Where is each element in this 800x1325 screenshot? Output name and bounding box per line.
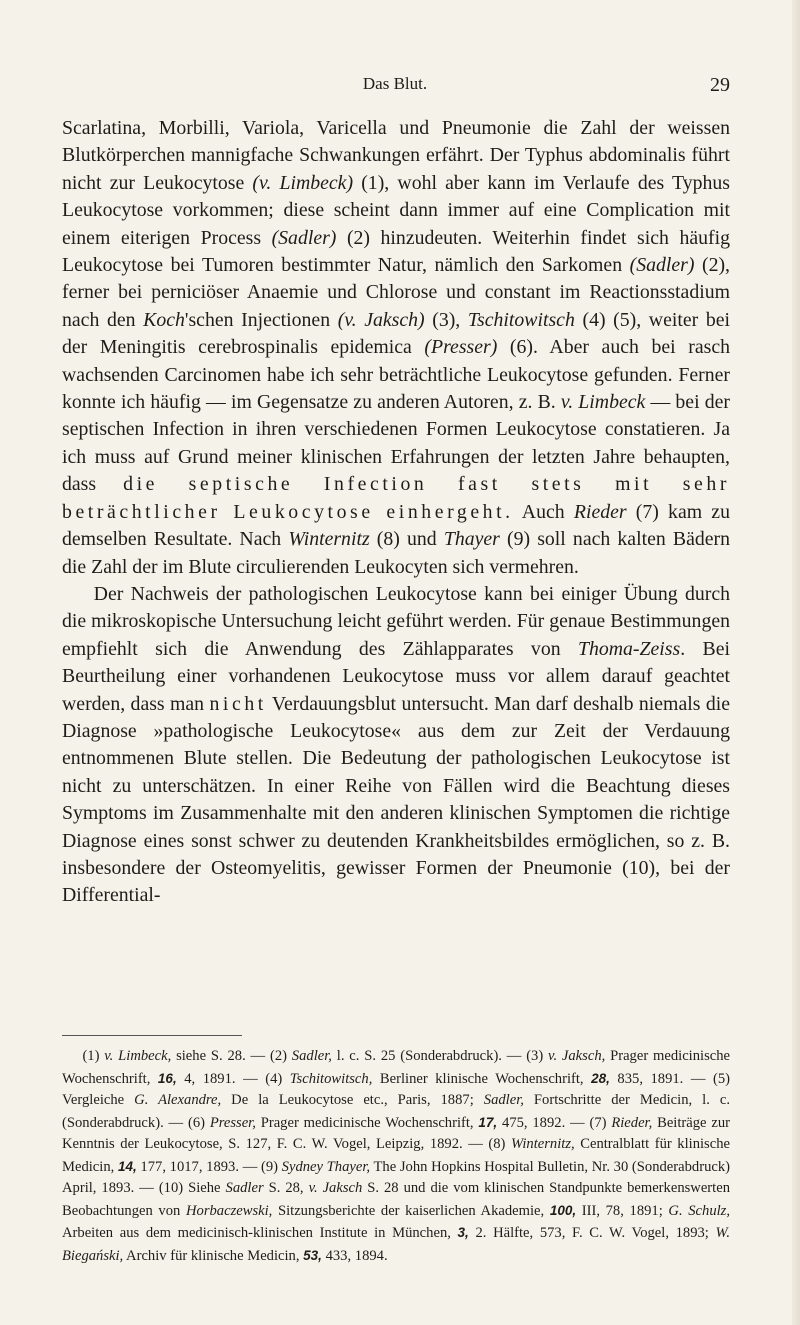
author-ref: (Sadler) <box>271 226 337 249</box>
author-ref: (Sadler) <box>629 254 695 277</box>
author-ref: (Presser) <box>424 336 498 359</box>
author-ref: (v. Jaksch) <box>337 308 425 331</box>
author-ref: Koch <box>143 308 185 331</box>
author-ref: (v. Limbeck) <box>252 171 354 194</box>
footnote-block: (1) v. Limbeck, siehe S. 28. — (2) Sadler, l. c. S. 25 (Sonderabdruck). — (3) v. Jaksch, Prager medicinische Wochenschrift, 16, 4, 1891. — (4) Tschitowitsch, Berliner klinische Wochenschrift, 28, 835, 1891. — (5) Vergleiche G. Alexandre, De la Leukocytose etc., Paris, 1887; Sadler, Fortschritte der Medicin, l. c. (Sonderabdruck). — (6) Presser, Prager medicinische Wochenschrift, 17, 475, 1892. — (7) Rieder, Beiträge zur Kenntnis der Leukocytose, S. 127, F. C. W. Vogel, Leipzig, 1892. — (8) Winternitz, Centralblatt für klinische Medicin, 14, 177, 1017, 1893. — (9) Sydney Thayer, The John Hopkins Hospital Bulletin, Nr. 30 (Sonderabdruck) April, 1893. — (10) Siehe Sadler S. 28, v. Jaksch S. 28 und die vom klinischen Standpunkte bemerkenswerten Beobachtungen von Horbaczewski, Sitzungsberichte der kaiserlichen Akademie, 100, III, 78, 1891; G. Schulz, Arbeiten aus dem medicinisch-klinischen Institute in München, 3, 2. Hälfte, 573, F. C. W. Vogel, 1893; W. Biegański, Archiv für klinische Medicin, 53, 433, 1894. <box>62 1048 731 1264</box>
author-ref: Winternitz <box>288 528 370 551</box>
page-header <box>60 72 730 100</box>
page-edge <box>792 0 800 1325</box>
author-ref: Rieder <box>573 500 627 523</box>
paragraph-1: Scarlatina, Morbilli, Variola, Varicella und Pneumonie die Zahl der weissen Blutkörperchen mannigfache Schwankungen erfährt. Der Typhus abdominalis führt nicht zur Leukocytose (v. Limbeck) (1), wohl aber kann im Verlaufe des Typhus Leukocytose vorkommen; diese scheint dann immer auf eine Complication mit einem eiterigen Process (Sadler) (2) hinzudeuten. Weiterhin findet sich häufig Leukocytose bei Tumoren bestimmter Natur, nämlich den Sarkomen (Sadler) (2), ferner bei perniciöser Anaemie und Chlorose und constant im Reactionsstadium nach den Koch'schen Injectionen (v. Jaksch) (3), Tschitowitsch (4) (5), weiter bei der Meningitis cerebrospinalis epidemica (Presser) (6). Aber auch bei rasch wachsenden Carcinomen habe ich sehr beträchtliche Leukocytose gefunden. Ferner konnte ich häufig — im Gegensatze zu anderen Autoren, z. B. v. Limbeck — bei der septischen Infection in ihren verschiedenen Formen Leukocytose constatieren. Ja ich muss auf Grund meiner klinischen Erfahrungen der letzten Jahre behaupten, dass die septische Infection fast stets mit sehr beträchtlicher Leukocytose einhergeht. Auch Rieder (7) kam zu demselben Resultate. Nach Winternitz (8) und Thayer (9) soll nach kalten Bädern die Zahl der im Blute circulierenden Leukocyten sich vermehren. <box>62 117 731 578</box>
author-ref: Thayer <box>443 528 500 551</box>
author-ref: Tschitowitsch <box>467 308 575 331</box>
footnote-rule <box>62 1035 242 1036</box>
author-ref: Thoma-Zeiss <box>577 637 681 660</box>
author-ref: v. Limbeck <box>560 391 646 414</box>
body-text <box>62 115 730 910</box>
footnotes <box>62 1046 730 1267</box>
emphasis-spaced: die septische Infection fast stets mit sehr beträchtlicher Leukocytose einhergeht. <box>62 473 731 523</box>
paragraph-2: Der Nachweis der pathologischen Leukocytose kann bei einiger Übung durch die mikroskopische Untersuchung leicht geführt werden. Für genaue Bestimmungen empfiehlt sich die Anwendung des Zählapparates von Thoma-Zeiss. Bei Beurtheilung einer vorhandenen Leukocytose muss vor allem darauf geachtet werden, dass man nicht Verdauungsblut untersucht. Man darf deshalb niemals die Diagnose »pathologische Leukocytose« aus dem zur Zeit der Verdauung entnommenen Blute stellen. Die Bedeutung der pathologischen Leukocytose ist nicht zu unterschätzen. In einer Reihe von Fällen wird die Beachtung dieses Symptoms im Zusammenhalte mit den anderen klinischen Symptomen die richtige Diagnose eines sonst schwer zu deutenden Krankheitsbildes ermöglichen, so z. B. insbesondere der Osteomyelitis, gewisser Formen der Pneumonie (10), bei der Differential- <box>62 582 730 907</box>
running-title: Das Blut. <box>362 74 428 93</box>
emphasis-spaced: nicht <box>209 692 267 715</box>
page-number: 29 <box>710 74 730 96</box>
